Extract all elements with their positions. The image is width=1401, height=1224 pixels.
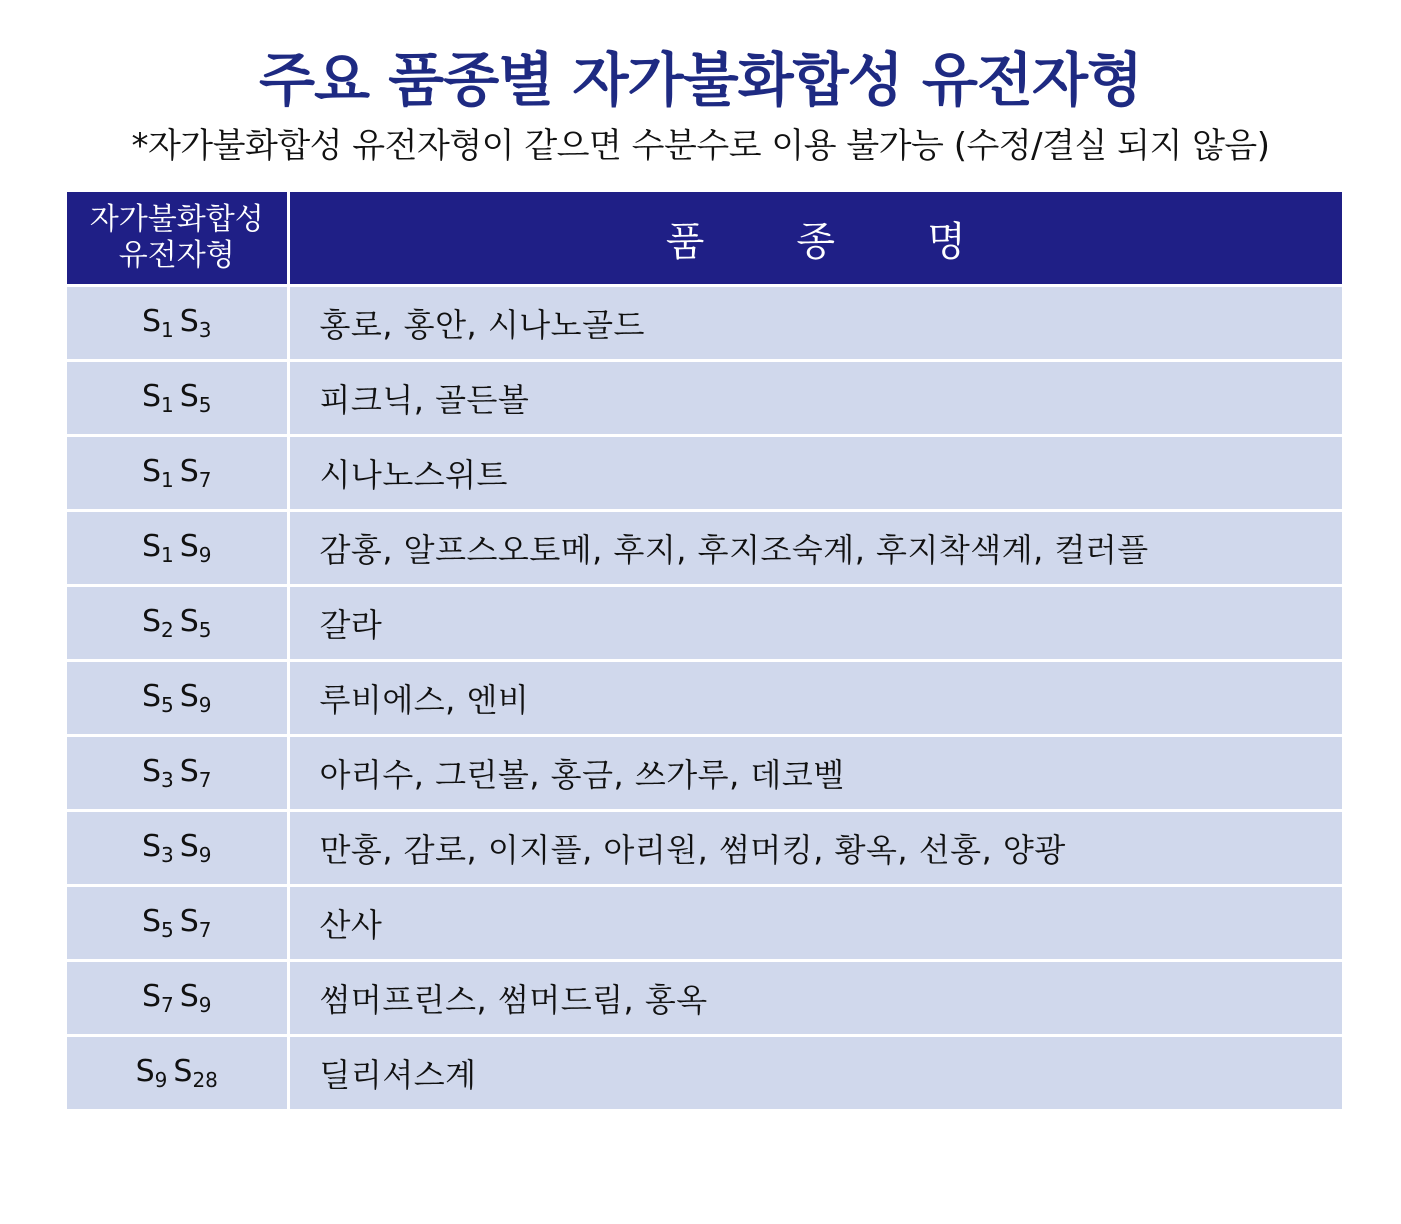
genotype-cell bbox=[67, 286, 288, 361]
header-genotype-line2: 유전자형 bbox=[118, 238, 235, 273]
allele-number-2: 9 bbox=[198, 543, 212, 567]
varieties-cell: 홍로, 홍안, 시나노골드 bbox=[288, 286, 1342, 361]
header-genotype-line1: 자가불화합성 bbox=[89, 202, 264, 237]
varieties-cell: 아리수, 그린볼, 홍금, 쓰가루, 데코벨 bbox=[288, 736, 1342, 811]
allele-number-1: 1 bbox=[161, 318, 174, 342]
allele-number-1: 5 bbox=[161, 918, 174, 942]
table-row bbox=[67, 511, 1342, 586]
varieties-cell: 산사 bbox=[288, 886, 1342, 961]
allele-letter: S bbox=[173, 1054, 193, 1089]
allele-letter: S bbox=[179, 904, 199, 939]
varieties-cell: 썸머프린스, 썸머드림, 홍옥 bbox=[288, 961, 1342, 1036]
varieties-cell: 시나노스위트 bbox=[288, 436, 1342, 511]
allele-number-1: 5 bbox=[161, 693, 174, 717]
allele-letter: S bbox=[179, 679, 199, 714]
allele-number-2: 5 bbox=[198, 393, 212, 417]
allele-number-2: 7 bbox=[198, 468, 212, 492]
allele-letter: S bbox=[141, 754, 162, 789]
header-variety bbox=[288, 192, 1342, 286]
allele-letter: S bbox=[141, 454, 162, 489]
allele-letter: S bbox=[141, 379, 162, 414]
genotype-table bbox=[67, 192, 1342, 1109]
allele-letter: S bbox=[179, 829, 199, 864]
allele-letter: S bbox=[141, 529, 162, 564]
table-row bbox=[67, 886, 1342, 961]
varieties-cell: 만홍, 감로, 이지플, 아리원, 썸머킹, 황옥, 선홍, 양광 bbox=[288, 811, 1342, 886]
table-row bbox=[67, 736, 1342, 811]
genotype-cell bbox=[67, 436, 288, 511]
allele-letter: S bbox=[179, 979, 199, 1014]
header-variety-char: 품 bbox=[665, 218, 705, 265]
page-title: 주요 품종별 자가불화합성 유전자형 bbox=[259, 46, 1142, 114]
allele-letter: S bbox=[179, 604, 199, 639]
varieties-cell: 피크닉, 골든볼 bbox=[288, 361, 1342, 436]
header-variety-char: 명 bbox=[927, 218, 966, 265]
allele-letter: S bbox=[179, 529, 199, 564]
table-header-row bbox=[67, 192, 1342, 286]
allele-letter: S bbox=[141, 679, 162, 714]
allele-letter: S bbox=[179, 304, 199, 339]
allele-number-1: 9 bbox=[154, 1068, 168, 1092]
allele-number-2: 5 bbox=[198, 618, 212, 642]
allele-number-1: 1 bbox=[161, 543, 174, 567]
allele-letter: S bbox=[141, 604, 162, 639]
varieties-cell: 딜리셔스계 bbox=[288, 1036, 1342, 1110]
table-row bbox=[67, 1036, 1342, 1110]
allele-number-1: 1 bbox=[161, 468, 174, 492]
genotype-cell bbox=[67, 361, 288, 436]
allele-number-1: 1 bbox=[161, 393, 174, 417]
allele-number-1: 3 bbox=[161, 768, 174, 792]
genotype-cell bbox=[67, 511, 288, 586]
table-row bbox=[67, 811, 1342, 886]
allele-letter: S bbox=[179, 454, 199, 489]
allele-number-2: 9 bbox=[198, 993, 212, 1017]
allele-letter: S bbox=[179, 379, 199, 414]
genotype-cell bbox=[67, 736, 288, 811]
header-genotype bbox=[67, 192, 288, 286]
table-row bbox=[67, 286, 1342, 361]
table-row bbox=[67, 586, 1342, 661]
genotype-cell bbox=[67, 1036, 288, 1110]
allele-letter: S bbox=[135, 1054, 155, 1089]
allele-letter: S bbox=[141, 304, 162, 339]
allele-letter: S bbox=[141, 904, 162, 939]
genotype-cell bbox=[67, 661, 288, 736]
allele-number-1: 2 bbox=[161, 618, 174, 642]
allele-number-2: 9 bbox=[198, 843, 212, 867]
allele-number-2: 28 bbox=[192, 1068, 218, 1092]
page-subtitle: *자가불화합성 유전자형이 같으면 수분수로 이용 불가능 (수정/결실 되지 않음) bbox=[131, 126, 1270, 166]
table-row bbox=[67, 436, 1342, 511]
allele-number-2: 3 bbox=[198, 318, 212, 342]
table-row bbox=[67, 961, 1342, 1036]
genotype-cell bbox=[67, 811, 288, 886]
varieties-cell: 감홍, 알프스오토메, 후지, 후지조숙계, 후지착색계, 컬러플 bbox=[288, 511, 1342, 586]
allele-number-1: 3 bbox=[161, 843, 174, 867]
allele-letter: S bbox=[141, 979, 162, 1014]
allele-number-2: 7 bbox=[198, 918, 212, 942]
allele-number-2: 7 bbox=[198, 768, 212, 792]
genotype-cell bbox=[67, 886, 288, 961]
allele-letter: S bbox=[141, 829, 162, 864]
table-row bbox=[67, 361, 1342, 436]
table-row bbox=[67, 661, 1342, 736]
genotype-cell bbox=[67, 586, 288, 661]
varieties-cell: 갈라 bbox=[288, 586, 1342, 661]
allele-number-2: 9 bbox=[198, 693, 212, 717]
allele-number-1: 7 bbox=[161, 993, 174, 1017]
header-variety-char: 종 bbox=[796, 218, 836, 265]
genotype-cell bbox=[67, 961, 288, 1036]
varieties-cell: 루비에스, 엔비 bbox=[288, 661, 1342, 736]
allele-letter: S bbox=[179, 754, 199, 789]
